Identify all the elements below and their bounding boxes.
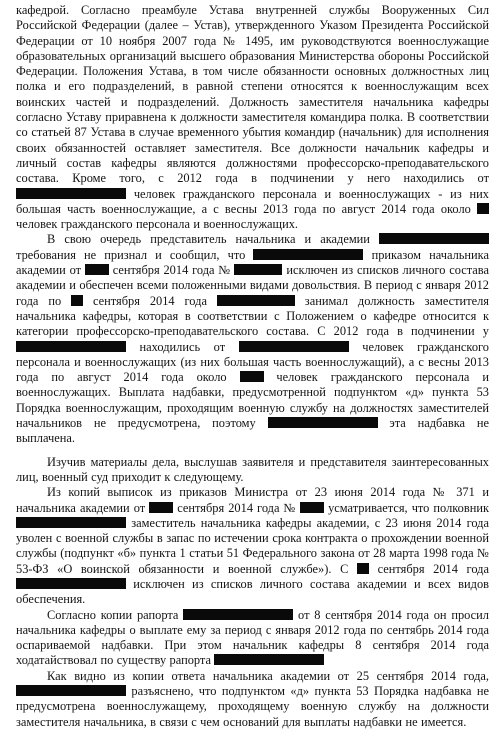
paragraph-6 xyxy=(16,669,489,730)
text-segment: человек гражданского персонала и военнослужащих. Выплата надбавки, предусмотренной подпунктом «д» пункта 53 Порядка военнослужащим, проходящим военную службу на должностях заместителей начальников не предусмотрена, поэтому xyxy=(16,370,489,431)
redaction-block xyxy=(149,502,173,513)
redaction-block xyxy=(240,371,264,382)
text-segment: человек гражданского персонала и военнослужащих - из них большая часть военнослужащие, а с весны 2013 года по август 2014 года около xyxy=(16,186,489,216)
text-segment: находились от xyxy=(139,339,226,354)
redaction-block xyxy=(253,249,363,260)
redaction-block xyxy=(16,685,126,696)
redaction-block xyxy=(234,264,282,275)
text-segment: разъяснено, что подпунктом «д» пункта 53 Порядка надбавка не предусмотрена военнослужащему, проходящему военную службу на должности заместителя начальника, в связи с чем оснований для выплаты надбавки не имеется. xyxy=(16,684,489,729)
redaction-block xyxy=(16,341,126,352)
text-segment: исключен из списков личного состава академии и обеспечен всеми положенными видами довольствия. В период с января 2012 года по xyxy=(16,263,489,308)
redaction-block xyxy=(300,502,324,513)
redaction-block xyxy=(268,417,378,428)
text-segment: от 8 сентября 2014 года он просил начальника кафедры о выплате ему за период с января 2012 года по сентябрь 2014 года оспариваемой надбавки. При этом начальник кафедры 8 сентября 2014 года ходатайствовал по существу рапорта xyxy=(16,607,489,668)
redaction-block xyxy=(16,517,126,528)
redaction-block xyxy=(16,578,126,589)
text-segment: кафедрой. Согласно преамбуле Устава внутренней службы Вооруженных Сил Российской Федерации (далее – Устав), утвержденного Указом Президента Российской Федерации от 10 ноября 2007 года № 1495, им руководствуются военнослужащие образовательных организаций высшего образования Министерства обороны Российской Федерации. Положения Устава, в том числе обязанности основных должностных лиц полка и его подразделений, в равной степени относятся к военнослужащим всех воинских частей и подразделений. Должность заместителя начальника кафедры согласно Уставу приравнена к должности заместителя командира полка. В соответствии со статьей 87 Устава в случае временного убытия командир (начальник) для исполнения своих обязанностей оставляет заместителя. Все должности начальник кафедры и личный состав кафедры являются должностями профессорско-преподавательского состава. Кроме того, с 2012 года в подчинении у него находились от xyxy=(16,3,489,186)
redaction-block xyxy=(379,233,489,244)
text-segment: В свою очередь представитель начальника и академии xyxy=(47,232,370,247)
redaction-block xyxy=(217,295,295,306)
text-segment: сентября 2014 года xyxy=(377,561,489,576)
text-segment: требования не признал и сообщил, что xyxy=(16,247,246,262)
text-segment: приказом начальника академии от xyxy=(16,247,490,278)
text-segment: усматривается, что полковник xyxy=(328,500,489,515)
text-segment: эта надбавка не выплачена. xyxy=(16,416,489,446)
text-segment: Изучив материалы дела, выслушав заявителя и представителя заинтересованных лиц, военный суд приходит к следующему. xyxy=(16,454,489,484)
text-segment: исключен из списков личного состава академии и всех видов обеспечения. xyxy=(16,576,490,607)
redaction-block xyxy=(16,188,126,199)
text-segment: занимал должность заместителя начальника кафедры, которая в соответствии с Положением о кафедре относится к категории профессорско-преподавательского состава. С 2012 года в подчинении у xyxy=(16,293,489,339)
redaction-block xyxy=(71,295,83,306)
text-segment: сентября 2014 года № xyxy=(177,500,296,515)
paragraph-1 xyxy=(16,3,489,232)
text-segment: Как видно из копии ответа начальника академии от 25 сентября 2014 года, xyxy=(47,668,489,683)
text-segment: сентября 2014 года № xyxy=(112,263,231,278)
redaction-block xyxy=(477,203,489,214)
text-segment: человек гражданского персонала и военнослужащих (из них большая часть военнослужащий), а с весны 2013 года по август 2014 года около xyxy=(16,339,489,385)
paragraph-5 xyxy=(16,608,489,669)
text-segment: Из копий выписок из приказов Министра от 23 июня 2014 года № 371 и начальника академии от xyxy=(16,485,489,515)
text-segment: заместитель начальника кафедры академии, с 23 июня 2014 года уволен с военной службы в запас по истечении срока контракта о прохождении военной службы (подпункт «б» пункта 1 статьи 51 Федерального закона от 28 марта 1998 года № 53-ФЗ «О воинской обязанности и военной службе»). С xyxy=(16,515,489,576)
text-segment: сентября 2014 года xyxy=(93,293,207,308)
paragraph-3 xyxy=(16,455,489,486)
paragraph-4 xyxy=(16,485,489,607)
text-segment: человек гражданского персонала и военнослужащих. xyxy=(16,217,299,232)
paragraph-2 xyxy=(16,232,489,446)
redaction-block xyxy=(357,563,369,574)
redaction-block xyxy=(85,264,109,275)
text-segment: Согласно копии рапорта xyxy=(47,607,179,622)
redaction-block xyxy=(214,654,324,665)
redaction-block xyxy=(239,341,349,352)
redaction-block xyxy=(183,609,293,620)
